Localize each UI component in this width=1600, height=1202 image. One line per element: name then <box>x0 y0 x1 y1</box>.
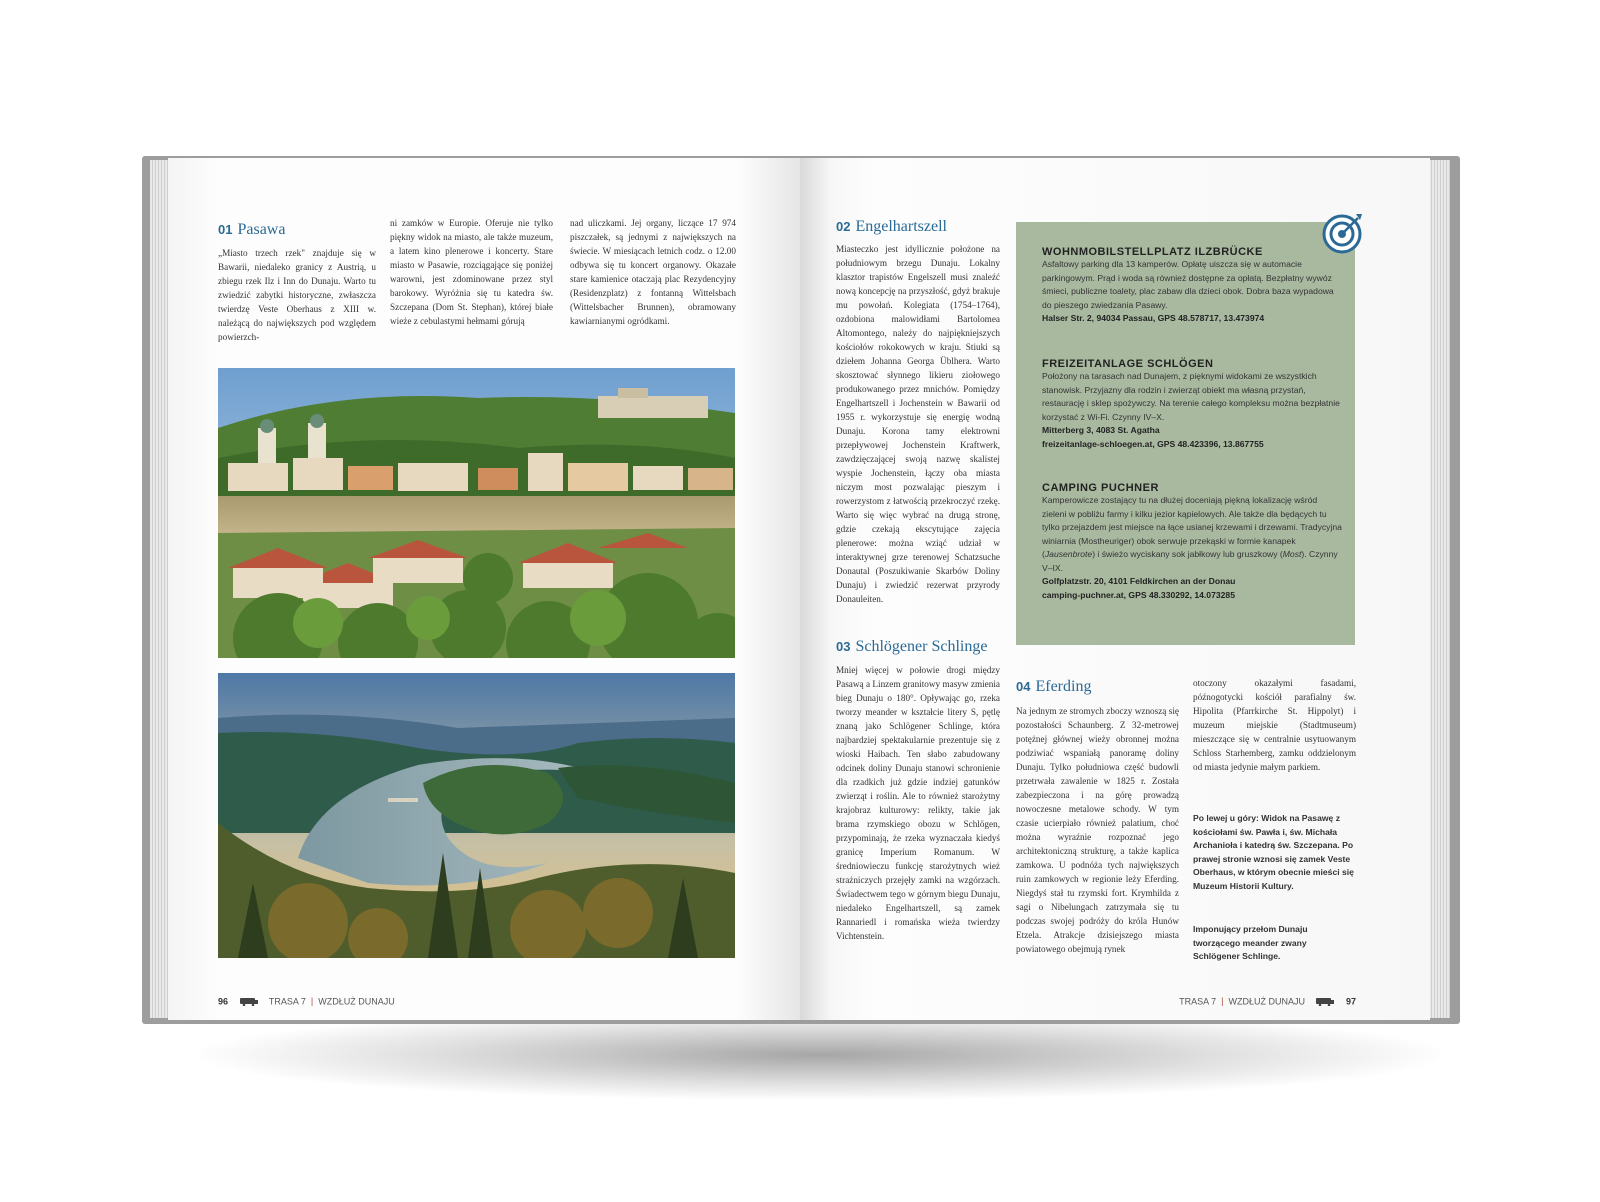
infobox-entry-website: freizeitanlage-schloegen.at, GPS 48.423396, 13.867755 <box>1042 438 1264 449</box>
photo-caption-top: Po lewej u góry: Widok na Pasawę z kościołami św. Pawła i, św. Michała Archanioła i katedrą św. Szczepana. Po prawej stronie wznosi się zamek Veste Oberhaus, w którym obecnie mieści się Muzeum Historii Kultury. <box>1193 813 1354 891</box>
left-page <box>168 158 800 1020</box>
infobox-entry-text: Asfaltowy parking dla 13 kamperów. Opłatę uiszcza się w automacie parkingowym. Prąd i woda są również dostępne za opłatą. Bezpłatny wywóz śmieci, publiczne toalety, plac zabaw dla dzieci obok. Dobra baza wypadowa do pieszego zwiedzania Pasawy. <box>1042 259 1334 310</box>
engelhartszell-text: Miasteczko jest idyllicznie położone na południowym brzegu Dunaju. Lokalny klasztor trapistów Engelszell musi znaleźć nową koncepcję na przyszłość, gdyż brakuje mu powołań. Kolegiata (1754–1764), ozdobiona malowidłami Bartolomea Altomontego, należy do najpiękniejszych kościołów rokokowych w kraju. Stiuki są dziełem Johanna Georga Üblhera. Warto skosztować słynnego likieru ziołowego produkowanego przez mnichów. Pomiędzy Engelhartszell i Jochenstein w Bawarii od 1955 r. wykorzystuje się energię wodną Dunaju. Korona tamy elektrowni przepływowej Jochenstein Kraftwerk, zawdzięczającej swoją nazwę skalistej wyspie Jochenstein, łączy oba miasta niczym most pozwalając pieszym i rowerzystom z łatwością przekroczyć rzekę. Warto się więc wybrać na drugą stronę, gdzie czekają ekscytujące zajęcia plenerowe: można wziąć udział w interaktywnej grze terenowej Schatzsuche Donautal (Poszukiwanie Skarbów Doliny Dunaju) i zwiedzić rezerwat przyrody Donauleiten. <box>836 244 1000 604</box>
section-number: 03 <box>836 639 851 654</box>
infobox-entry-text <box>1042 494 1342 575</box>
infobox-entry-address: Mitterberg 3, 4083 St. Agatha <box>1042 425 1160 435</box>
right-page <box>800 158 1430 1020</box>
footer-chapter: WZDŁUŻ DUNAJU <box>318 996 395 1007</box>
infobox-entry-2 <box>1042 358 1342 451</box>
section-title-text: Eferding <box>1035 678 1092 695</box>
section-number: 01 <box>218 222 233 237</box>
footer-separator: | <box>310 996 314 1007</box>
section-title-engelhartszell <box>836 218 947 236</box>
text-part: Kamperowicze zostający tu na dłużej doceniają piękną lokalizację wśród zieleni w pobliżu farmy i kilku jezior kąpielowych. Ale także dla będących tu tylko przejazdem jest miejsce na łące usianej krzewami i drzewami. Tradycyjna winiarnia (Mostheuriger) obok serwuje przekąski w formie kanapek ( <box>1042 495 1342 559</box>
pasawa-column-1: „Miasto trzech rzek" znajduje się w Bawarii, niedaleko granicy z Austrią, u zbiegu rzek Ilz i Inn do Dunaju. Warto tu zwiedzić zabytki historyczne, zwłaszcza twierdzę Veste Oberhaus z XIII w. należącą do największych pod względem powierzch- <box>218 248 376 342</box>
footer-separator: | <box>1221 996 1224 1007</box>
infobox-entry-title: WOHNMOBILSTELLPLATZ ILZBRÜCKE <box>1042 246 1263 258</box>
footer-route: TRASA 7 <box>268 996 306 1007</box>
infobox-entry-text: Położony na tarasach nad Dunajem, z pięknymi widokami ze wszystkich stanowisk. Przyjazny dla rodzin i zwierząt obiekt ma własną przystań, restaurację i sklep spożywczy. Na terenie całego kompleksu można bezpłatnie korzystać z Wi-Fi. Czynny IV–X. <box>1042 371 1340 422</box>
text-part: ). Czynny V–IX. <box>1042 549 1338 573</box>
schloegener-text: Mniej więcej w połowie drogi między Pasawą a Linzem granitowy masyw zmienia bieg Dunaju o 180°. Opływając go, rzeka tworzy meander w kształcie litery S, pętlę znaną jako Schlögener Schlinge, która najbardziej spektakularnie prezentuje się z wioski Haibach. Ten słabo zabudowany odcinek doliny Dunaju stanowi schronienie dla rzadkich już gdzie indziej gatunków zwierząt i roślin. Ale to również starożytny krajobraz kulturowy: relikty, takie jak brama rzymskiego obozu w Schlögen, przypominają, że rzeka wyznaczała kiedyś granicę Imperium Romanum. W średniowieczu funkcję starożytnych wież strażniczych przejęły zamki na wzgórzach. Świadectwem tego w górnym biegu Dunaju, niedaleko Engelhartszell, są zamek Rannariedl i romańska wieża twierdzy Vichtenstein. <box>836 665 1000 941</box>
pasawa-column-3: nad uliczkami. Jej organy, liczące 17 974 piszczałek, są jednymi z największych na świecie. W miesiącach letnich codz. o 12.00 odbywa się tu koncert organowy. Okazałe stare kamienice otaczają plac Rezydencyjny (Residenzplatz) z fontanną Wittelsbach (Wittelsbacher Brunnen), obramowany kawiarnianymi ogródkami. <box>570 218 736 326</box>
infobox-entry-title: FREIZEITANLAGE SCHLÖGEN <box>1042 358 1214 370</box>
section-title-pasawa <box>218 221 285 239</box>
footer-chapter: WZDŁUŻ DUNAJU <box>1228 996 1305 1007</box>
photo-caption-bottom: Imponujący przełom Dunaju tworzącego meander zwany Schlögener Schlinge. <box>1193 924 1308 961</box>
page-number: 96 <box>218 996 229 1007</box>
section-number: 04 <box>1016 679 1031 694</box>
pasawa-column-2: ni zamków w Europie. Oferuje nie tylko piękny widok na miasto, ale także muzeum, a latem kino plenerowe i koncerty. Stare miasto w Pasawie, rozciągające się poniżej warowni, jest zdominowane przez styl barokowy. Wyróżnia się tu katedra św. Szczepana (Dom St. Stephan), której białe wieże z cebulastymi hełmami górują <box>390 218 553 326</box>
camper-van-icon <box>1315 996 1335 1008</box>
italic-term: Jausenbrote <box>1044 549 1093 559</box>
footer-route: TRASA 7 <box>1179 996 1217 1007</box>
photo-passau <box>218 368 735 658</box>
page-edges-right <box>1428 160 1450 1018</box>
infobox-entry-title: CAMPING PUCHNER <box>1042 482 1159 494</box>
infobox-entry-address: Golfplatzstr. 20, 4101 Feldkirchen an der Donau <box>1042 576 1236 586</box>
footer-right <box>1179 996 1356 1008</box>
photo-schloegener-schlinge <box>218 673 735 958</box>
camper-van-icon <box>239 996 259 1008</box>
section-title-schloegener <box>836 638 987 656</box>
infobox-entry-3 <box>1042 482 1342 602</box>
passau-illustration <box>218 368 735 658</box>
page-number: 97 <box>1345 996 1356 1007</box>
infobox-entry-address: Halser Str. 2, 94034 Passau, GPS 48.578717, 13.473974 <box>1042 313 1265 323</box>
infobox-entry-1 <box>1042 246 1342 326</box>
infobox-entry-website: camping-puchner.at, GPS 48.330292, 14.073285 <box>1042 589 1235 600</box>
section-title-text: Schlögener Schlinge <box>855 638 988 655</box>
river-bend-illustration <box>218 673 735 958</box>
eferding-column-1: Na jednym ze stromych zboczy wznoszą się pozostałości Schaunberg. Z 32-metrowej potężnej głównej wieży obronnej można podziwiać wspaniałą panoramę doliny Dunaju. Tylko południowa część budowli przetrwała zawalenie w 1825 r. Została zabezpieczona i na górę prowadzą nowoczesne metalowe schody. W tym czasie ucierpiało również palatium, choć można wyraźnie rozpoznać jego architektoniczną strukturę, a także kaplica zamkowa. U podnóża tych największych ruin zamkowych w regionie leży Eferding. Niegdyś stał tu rzymski fort. Krymhilda z sagi o Nibelungach zatrzymała się tu podczas swojej podróży do króla Hunów Etzela. Atrakcje dzisiejszego miasta powiatowego obejmują rynek <box>1016 706 1179 954</box>
section-number: 02 <box>836 219 851 234</box>
infobox-campsites <box>1016 222 1355 645</box>
section-title-text: Pasawa <box>237 221 286 238</box>
italic-term: Most <box>1282 549 1302 559</box>
text-part: ) i świeżo wyciskany sok jabłkowy lub gruszkowy ( <box>1092 549 1283 559</box>
section-title-eferding <box>1016 678 1091 696</box>
section-title-text: Engelhartszell <box>855 218 947 235</box>
footer-left <box>218 996 395 1008</box>
eferding-column-2: otoczony okazałymi fasadami, późnogotycki kościół parafialny św. Hipolita (Pfarrkirche St. Hippolyt) i muzeum miejskie (Stadtmuseum) mieszczące się w centralnie usytuowanym Schloss Starhemberg, zamku oddzielonym od miasta jedynie małym parkiem. <box>1193 678 1356 772</box>
